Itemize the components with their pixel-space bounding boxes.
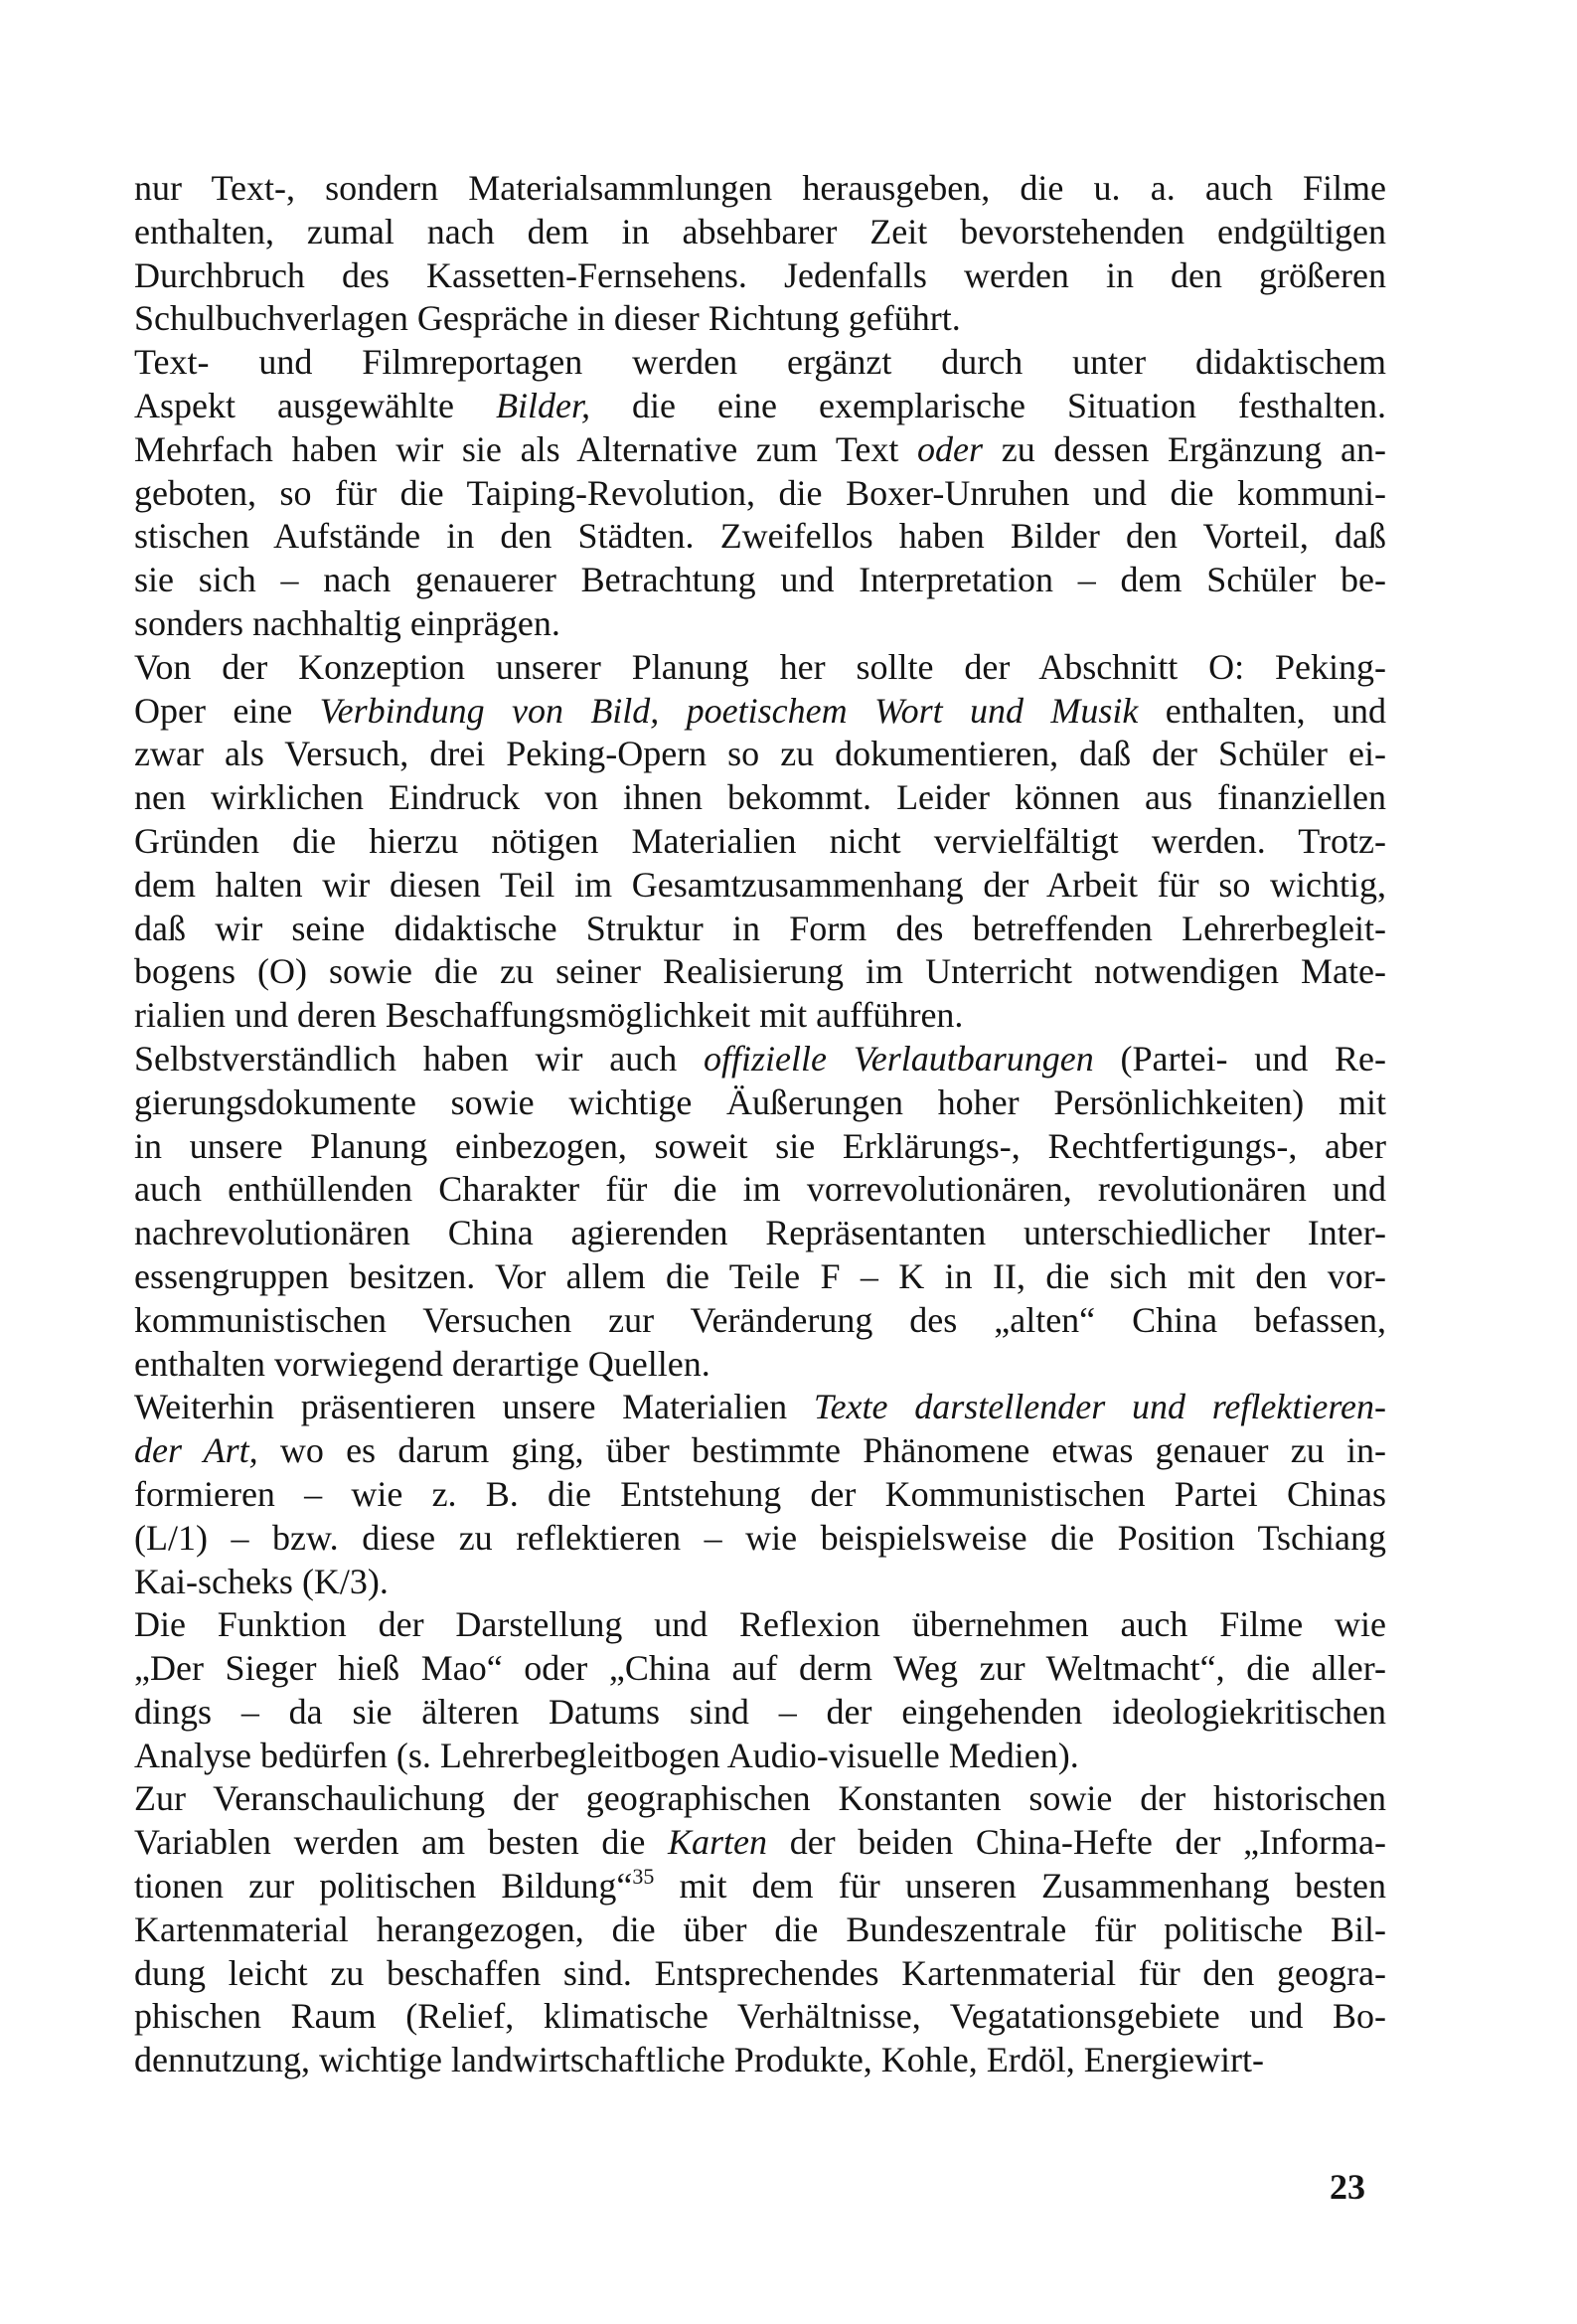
text-line [134, 1517, 1386, 1561]
text-line [134, 211, 1386, 254]
text-line [134, 1386, 1386, 1429]
text-line [134, 559, 1386, 602]
text-line [134, 428, 1386, 472]
paragraph [134, 1038, 1386, 1386]
text-line [134, 1865, 1386, 1909]
text-run: mit dem für unseren Zusammenhang besten [654, 1866, 1387, 1907]
text-run: Gründen die hierzu nötigen Materialien nicht vervielfältigt werden. Trotz- [134, 820, 1386, 861]
text-run: der beiden China-Hefte der „Informa- [767, 1822, 1386, 1863]
text-run: Mehrfach haben wir sie als Alternative zum Text [134, 428, 918, 469]
text-line [134, 2039, 1386, 2082]
text-run: nen wirklichen Eindruck von ihnen bekommt. Leider können aus finanziellen [134, 777, 1386, 818]
body-text [134, 167, 1386, 2082]
text-run: sonders nachhaltig einprägen. [134, 602, 560, 643]
text-run: zwar als Versuch, drei Peking-Opern so zu dokumentieren, daß der Schüler ei- [134, 734, 1386, 774]
text-line [134, 1168, 1386, 1212]
emphasis: Karten [668, 1822, 768, 1863]
text-run: enthalten, und [1138, 690, 1386, 731]
text-run: bogens (O) sowie die zu seiner Realisierung im Unterricht notwendigen Mate- [134, 951, 1386, 992]
text-run: phischen Raum (Relief, klimatische Verhältnisse, Vegatationsgebiete und Bo- [134, 1996, 1386, 2037]
emphasis: Verbindung von Bild, poetischem Wort und Musik [319, 690, 1139, 731]
text-run: geboten, so für die Taiping-Revolution, die Boxer-Unruhen und die kommuni- [134, 472, 1386, 513]
text-line [134, 254, 1386, 298]
text-run: essengruppen besitzen. Vor allem die Teile F – K in II, die sich mit den vor- [134, 1255, 1386, 1296]
footnote-ref: 35 [632, 1864, 655, 1890]
text-line [134, 515, 1386, 559]
text-line [134, 1821, 1386, 1865]
text-run: Aspekt ausgewählte [134, 385, 496, 425]
text-run: die eine exemplarische Situation festhalten. [590, 385, 1386, 425]
text-run: tionen zur politischen Bildung“ [134, 1866, 633, 1907]
text-line [134, 1125, 1386, 1169]
text-line [134, 385, 1386, 428]
paragraph [134, 1603, 1386, 1777]
text-line [134, 1647, 1386, 1691]
text-run: Zur Veranschaulichung der geographischen Konstanten sowie der historischen [134, 1778, 1386, 1819]
text-run: rialien und deren Beschaffungsmöglichkeit mit aufführen. [134, 995, 964, 1036]
text-run: Analyse bedürfen (s. Lehrerbegleitbogen Audio-visuelle Medien). [134, 1735, 1079, 1775]
text-line [134, 646, 1386, 690]
text-line [134, 864, 1386, 908]
text-line [134, 1735, 1386, 1778]
text-run: wo es darum ging, über bestimmte Phänomene etwas genauer zu in- [257, 1430, 1387, 1471]
text-run: (Partei- und Re- [1093, 1038, 1386, 1079]
text-run: Durchbruch des Kassetten-Fernsehens. Jedenfalls werden in den größeren [134, 254, 1386, 295]
emphasis: Bilder, [496, 385, 590, 425]
text-run: (L/1) – bzw. diese zu reflektieren – wie beispielsweise die Position Tschiang [134, 1517, 1386, 1558]
text-run: Von der Konzeption unserer Planung her sollte der Abschnitt O: Peking- [134, 646, 1386, 687]
text-run: sie sich – nach genauerer Betrachtung und Interpretation – dem Schüler be- [134, 560, 1386, 600]
text-line [134, 1343, 1386, 1387]
text-line [134, 1212, 1386, 1255]
text-line [134, 1299, 1386, 1343]
text-line [134, 1691, 1386, 1735]
text-line [134, 690, 1386, 734]
text-line [134, 1995, 1386, 2039]
text-line [134, 602, 1386, 646]
text-run: „Der Sieger hieß Mao“ oder „China auf derm Weg zur Weltmacht“, die aller- [134, 1648, 1386, 1689]
text-line [134, 733, 1386, 776]
emphasis: offizielle Verlautbarungen [703, 1038, 1094, 1079]
text-line [134, 1561, 1386, 1604]
text-line [134, 1909, 1386, 1952]
text-run: dem halten wir diesen Teil im Gesamtzusammenhang der Arbeit für so wichtig, [134, 864, 1386, 905]
text-run: daß wir seine didaktische Struktur in Form des betreffenden Lehrerbegleit- [134, 908, 1386, 948]
text-line [134, 1952, 1386, 1996]
text-line [134, 1777, 1386, 1821]
text-line [134, 994, 1386, 1038]
text-line [134, 1429, 1386, 1473]
text-run: Kai-scheks (K/3). [134, 1561, 389, 1601]
text-run: enthalten vorwiegend derartige Quellen. [134, 1343, 710, 1384]
text-line [134, 1081, 1386, 1125]
text-line [134, 472, 1386, 516]
text-line [134, 908, 1386, 951]
text-run: dennutzung, wichtige landwirtschaftliche Produkte, Kohle, Erdöl, Energiewirt- [134, 2040, 1265, 2080]
paragraph [134, 646, 1386, 1038]
text-run: Schulbuchverlagen Gespräche in dieser Richtung geführt. [134, 298, 961, 339]
emphasis: oder [917, 428, 984, 469]
text-line [134, 297, 1386, 341]
text-line [134, 820, 1386, 864]
text-run: dung leicht zu beschaffen sind. Entsprechendes Kartenmaterial für den geogra- [134, 1952, 1386, 1993]
text-line [134, 1038, 1386, 1081]
text-line [134, 950, 1386, 994]
emphasis: der Art, [134, 1430, 258, 1471]
text-line [134, 776, 1386, 820]
text-line [134, 341, 1386, 385]
paragraph [134, 1386, 1386, 1603]
text-run: Weiterhin präsentieren unsere Materialien [134, 1387, 814, 1427]
paragraph [134, 341, 1386, 646]
text-run: auch enthüllenden Charakter für die im vorrevolutionären, revolutionären und [134, 1169, 1386, 1210]
text-run: formieren – wie z. B. die Entstehung der Kommunistischen Partei Chinas [134, 1473, 1386, 1514]
text-line [134, 1255, 1386, 1299]
text-line [134, 1603, 1386, 1647]
text-line [134, 167, 1386, 211]
text-run: Text- und Filmreportagen werden ergänzt durch unter didaktischem [134, 342, 1386, 383]
text-run: Die Funktion der Darstellung und Reflexion übernehmen auch Filme wie [134, 1604, 1386, 1645]
text-run: enthalten, zumal nach dem in absehbarer Zeit bevorstehenden endgültigen [134, 211, 1386, 251]
text-run: dings – da sie älteren Datums sind – der eingehenden ideologiekritischen [134, 1691, 1386, 1732]
text-run: Kartenmaterial herangezogen, die über die Bundeszentrale für politische Bil- [134, 1909, 1386, 1949]
text-run: Oper eine [134, 690, 320, 731]
text-run: zu dessen Ergänzung an- [983, 428, 1386, 469]
paragraph [134, 1777, 1386, 2082]
page-number: 23 [1330, 2167, 1365, 2207]
text-line [134, 1473, 1386, 1517]
text-run: kommunistischen Versuchen zur Veränderung des „alten“ China befassen, [134, 1299, 1386, 1340]
emphasis: Texte darstellender und reflektieren- [813, 1387, 1386, 1427]
text-run: Selbstverständlich haben wir auch [134, 1038, 704, 1079]
text-run: nur Text-, sondern Materialsammlungen herausgeben, die u. a. auch Filme [134, 168, 1386, 208]
text-run: stischen Aufstände in den Städten. Zweifellos haben Bilder den Vorteil, daß [134, 516, 1386, 557]
paragraph [134, 167, 1386, 341]
text-run: Variablen werden am besten die [134, 1822, 669, 1863]
text-run: gierungsdokumente sowie wichtige Äußerungen hoher Persönlichkeiten) mit [134, 1081, 1386, 1122]
text-run: in unsere Planung einbezogen, soweit sie Erklärungs-, Rechtfertigungs-, aber [134, 1125, 1386, 1166]
text-run: nachrevolutionären China agierenden Repräsentanten unterschiedlicher Inter- [134, 1213, 1386, 1253]
